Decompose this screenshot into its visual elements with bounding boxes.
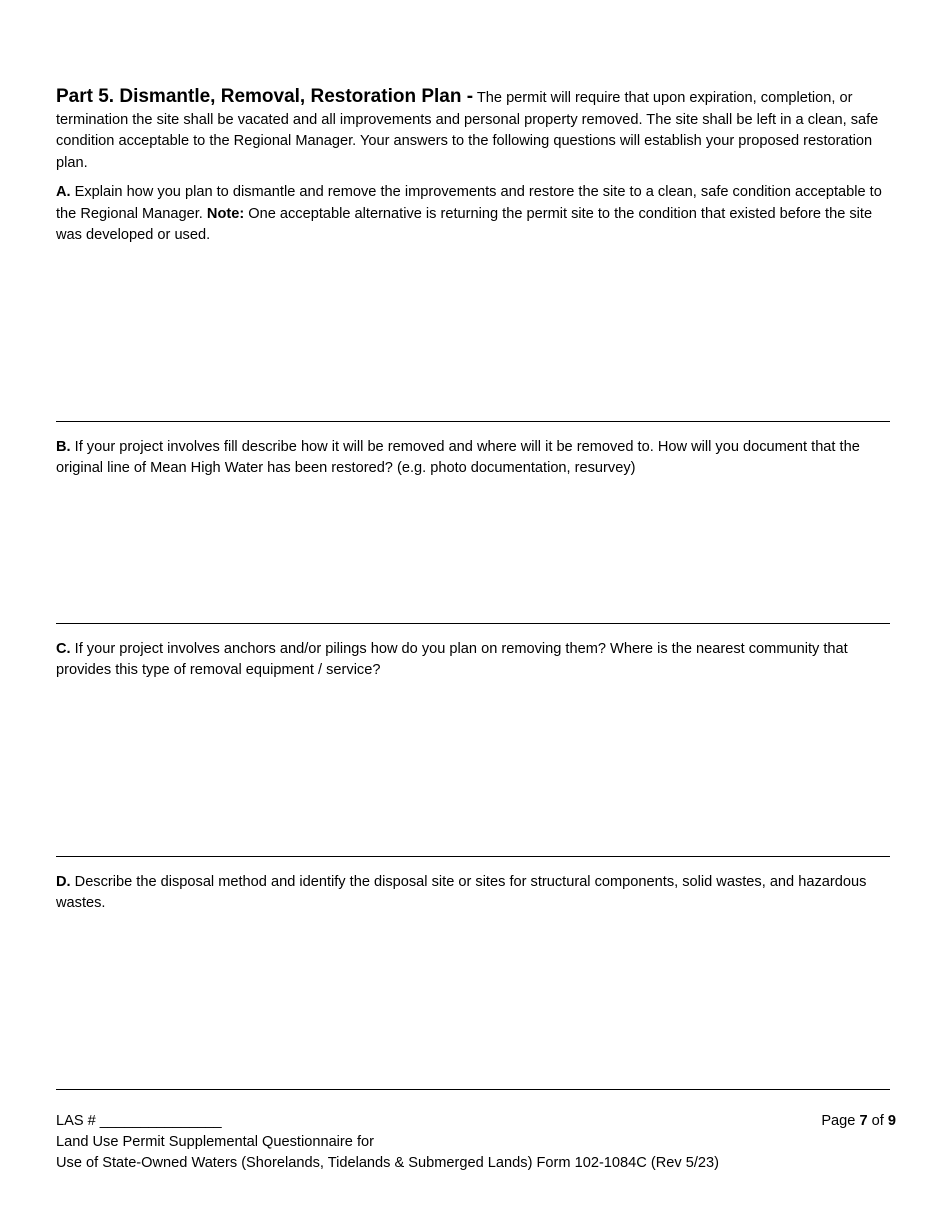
question-b-text: If your project involves fill describe how it will be removed and where will it be removed to. How will you document that the original line of Mean High Water has been restored? (e.g. photo documentation, resurvey) bbox=[56, 438, 860, 476]
question-a bbox=[56, 182, 890, 247]
question-b bbox=[56, 437, 890, 480]
answer-a-field[interactable] bbox=[56, 247, 890, 422]
form-title-line-2: Use of State-Owned Waters (Shorelands, Tidelands & Submerged Lands) Form 102-1084C (Rev 5/23) bbox=[56, 1155, 719, 1171]
question-c-text: If your project involves anchors and/or pilings how do you plan on removing them? Where is the nearest community that provides this type of removal equipment / service? bbox=[56, 640, 848, 678]
question-a-note-label: Note: bbox=[206, 205, 245, 222]
question-c bbox=[56, 639, 890, 682]
question-d-text: Describe the disposal method and identify the disposal site or sites for structural components, solid wastes, and hazardous wastes. bbox=[56, 873, 867, 911]
answer-b-field[interactable] bbox=[56, 480, 890, 624]
page-of-label: of bbox=[867, 1113, 888, 1129]
question-d bbox=[56, 872, 890, 915]
answer-d-field[interactable] bbox=[56, 915, 890, 1090]
form-title-line-1: Land Use Permit Supplemental Questionnaire for bbox=[56, 1134, 374, 1150]
form-page bbox=[56, 86, 890, 1090]
question-b-letter: B. bbox=[56, 438, 71, 455]
las-number-field[interactable]: LAS # _______________ bbox=[56, 1113, 222, 1129]
answer-c-field[interactable] bbox=[56, 682, 890, 857]
question-c-letter: C. bbox=[56, 640, 71, 657]
part5-intro bbox=[56, 86, 890, 174]
question-a-note-text: One acceptable alternative is returning the permit site to the condition that existed before the site was developed or used. bbox=[56, 205, 873, 243]
page-total: 9 bbox=[887, 1113, 896, 1129]
page-label: Page bbox=[821, 1113, 860, 1129]
question-a-text: Explain how you plan to dismantle and remove the improvements and restore the site to a clean, safe condition acceptable to the Regional Manager. bbox=[56, 184, 882, 222]
question-a-letter: A. bbox=[56, 184, 71, 200]
page-number bbox=[821, 1111, 896, 1132]
part5-heading: Part 5. Dismantle, Removal, Restoration Plan - bbox=[56, 86, 474, 107]
page-current: 7 bbox=[859, 1113, 868, 1129]
page-footer bbox=[56, 1111, 896, 1174]
question-d-letter: D. bbox=[56, 873, 71, 890]
part5-intro-text: The permit will require that upon expiration, completion, or termination the site shall be vacated and all improvements and personal property removed. The site shall be left in a clean, safe condition acceptable to the Regional Manager. Your answers to the following questions will establish your proposed restoration plan. bbox=[56, 90, 879, 171]
